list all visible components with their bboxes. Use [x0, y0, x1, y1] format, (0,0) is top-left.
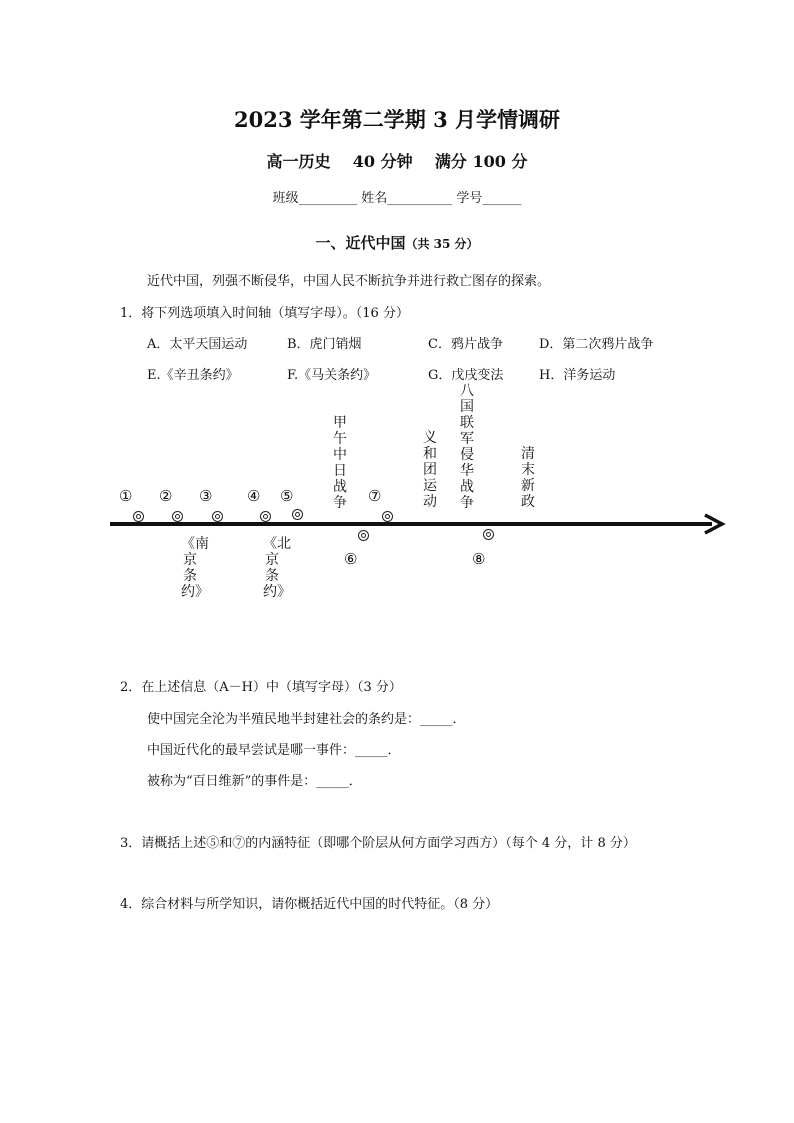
timeline-slot-2: ② [159, 487, 173, 505]
timeline-slot-7: ⑦ [368, 487, 382, 505]
student-info-line: 班级_________ 姓名__________ 学号______ [272, 191, 522, 206]
treaty-label-beijing: 《北京条约》 [263, 536, 291, 600]
question-3-prompt: 3．请概括上述⑤和⑦的内涵特征（即哪个阶层从何方面学习西方）（每个 4 分，计 8 分） [120, 836, 636, 851]
timeline-slot-3: ③ [199, 487, 213, 505]
timeline-slot-4: ④ [247, 487, 261, 505]
timeline-marker [483, 529, 494, 540]
option-a: A．太平天国运动 [147, 337, 248, 352]
event-label-sino-japanese-war: 甲午中日战争 [333, 415, 347, 511]
timeline-marker [260, 511, 271, 522]
timeline-slot-5: ⑤ [280, 487, 294, 505]
section-title: 一、近代中国 [315, 234, 406, 252]
question-2-line-3: 被称为“百日维新”的事件是：_____． [147, 774, 362, 789]
timeline-marker [212, 511, 223, 522]
option-h: H．洋务运动 [539, 368, 616, 383]
exam-subtitle: 高一历史 40 分钟 满分 100 分 [266, 152, 528, 171]
event-label-eight-nation-invasion: 八国联军侵华战争 [460, 383, 474, 511]
question-2-line-2: 中国近代化的最早尝试是哪一事件：_____． [147, 743, 401, 758]
timeline-marker [172, 511, 183, 522]
option-d: D．第二次鸦片战争 [539, 337, 654, 352]
timeline-slot-8: ⑧ [472, 550, 486, 568]
timeline-slot-1: ① [119, 487, 133, 505]
timeline-marker [358, 530, 369, 541]
page-title: 2023 学年第二学期 3 月学情调研 [234, 107, 560, 132]
option-b: B．虎门销烟 [287, 337, 362, 352]
timeline-marker [133, 511, 144, 522]
question-2-prompt: 2．在上述信息（A－H）中（填写字母）（3 分） [120, 680, 402, 695]
timeline-slot-6: ⑥ [344, 550, 358, 568]
section-intro: 近代中国，列强不断侵华，中国人民不断抗争并进行救亡图存的探索。 [147, 274, 551, 289]
question-2-line-1: 使中国完全沦为半殖民地半封建社会的条约是：_____． [147, 712, 466, 727]
timeline-marker [292, 509, 303, 520]
question-4-prompt: 4．综合材料与所学知识，请你概括近代中国的时代特征。（8 分） [120, 897, 499, 912]
section-score: （共 35 分） [405, 237, 479, 251]
event-label-boxer-movement: 义和团运动 [423, 430, 437, 510]
question-1-prompt: 1．将下列选项填入时间轴（填写字母）。（16 分） [120, 306, 409, 321]
treaty-label-nanjing: 《南京条约》 [181, 536, 209, 600]
option-g: G．戊戌变法 [428, 368, 504, 383]
option-f: F.《马关条约》 [287, 368, 377, 383]
event-label-late-qing-reform: 清末新政 [521, 446, 535, 510]
option-e: E.《辛丑条约》 [147, 368, 239, 383]
timeline-marker [382, 511, 393, 522]
option-c: C．鸦片战争 [428, 337, 503, 352]
